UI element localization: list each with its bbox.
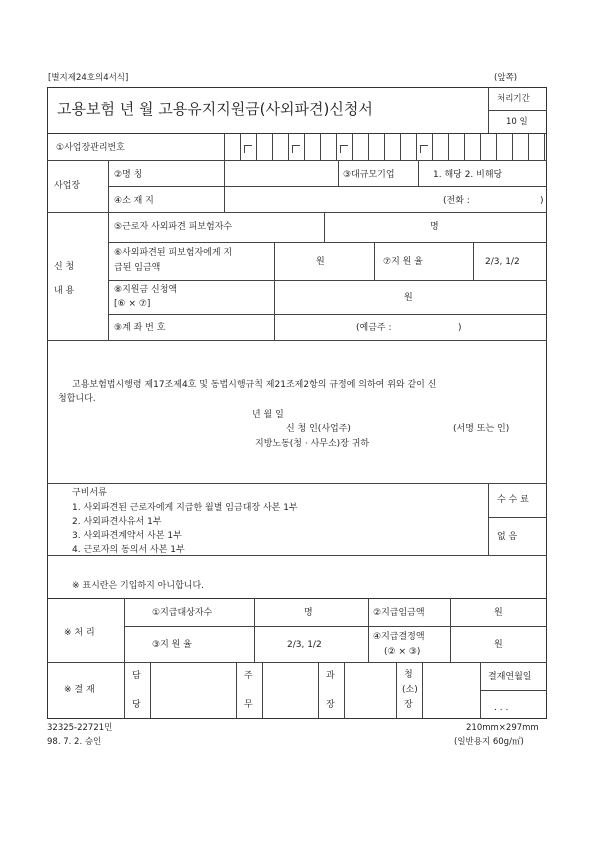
business-section-label: 사업장 xyxy=(54,181,81,191)
rate-value: 2/3, 1/2 xyxy=(485,257,520,267)
digit-box-divider xyxy=(448,133,449,160)
digit-box-divider xyxy=(528,133,529,160)
digit-box-divider xyxy=(336,133,337,160)
payment-wage-unit: 원 xyxy=(494,608,503,618)
document-item: 2. 사외파견사유서 1부 xyxy=(72,517,162,527)
digit-box-divider xyxy=(368,133,369,160)
documents-title: 구비서류 xyxy=(72,488,107,498)
declaration-date: 년 월 일 xyxy=(252,410,284,420)
form-title: 고용보험 년 월 고용유지지원금(사외파견)신청서 xyxy=(57,100,373,118)
document-item: 1. 사외파견된 근로자에게 지급한 월별 임금대장 사본 1부 xyxy=(72,503,298,513)
subsidy-unit: 원 xyxy=(404,293,413,303)
large-company-label: ③대규모기업 xyxy=(343,170,395,180)
fee-label: 수 수 료 xyxy=(497,495,529,505)
digit-box-divider xyxy=(256,133,257,160)
digit-corner-mark xyxy=(292,145,300,153)
approval-col2-top: 주 xyxy=(244,671,253,681)
subsidy-label-1: ⑧지원금 신청액 xyxy=(114,285,178,295)
support-rate-label: ③지 원 율 xyxy=(152,640,192,650)
digit-box-divider xyxy=(480,133,481,160)
fee-value: 없 음 xyxy=(497,532,518,542)
form-code: 32325-22721민 xyxy=(47,723,113,733)
page-side: (앞쪽) xyxy=(494,73,518,83)
decision-amount-unit: 원 xyxy=(494,640,503,650)
business-address-label: ④소 재 지 xyxy=(114,196,154,206)
digit-box-divider xyxy=(240,133,241,160)
decision-amount-label-1: ④지급결정액 xyxy=(373,632,425,642)
processing-period-label: 처리기간 xyxy=(497,94,530,104)
paper-type: (일반용지 60g/㎡) xyxy=(454,737,524,747)
depositor-label: (예금주 : xyxy=(356,323,392,333)
signature-label: (서명 또는 인) xyxy=(453,424,510,434)
digit-box-divider xyxy=(400,133,401,160)
approval-col3-top: 과 xyxy=(326,671,335,681)
digit-box-divider xyxy=(496,133,497,160)
business-name-field[interactable] xyxy=(226,162,336,184)
digit-corner-mark xyxy=(340,145,348,153)
form-number: [별지제24호의4서식] xyxy=(48,73,129,83)
digit-box-divider xyxy=(320,133,321,160)
digit-box-divider xyxy=(464,133,465,160)
document-item: 3. 사외파견계약서 사본 1부 xyxy=(72,531,182,541)
processing-period-value: 10 일 xyxy=(506,117,528,127)
recipient-label: 지방노동(청 · 사무소)장 귀하 xyxy=(255,439,370,449)
digit-box-divider xyxy=(512,133,513,160)
digit-box-divider xyxy=(384,133,385,160)
account-number-field[interactable] xyxy=(276,316,350,338)
approval-date-value: . . . xyxy=(494,703,509,713)
phone-label: (전화 : xyxy=(443,196,470,206)
approval-col3-bottom: 장 xyxy=(326,700,335,710)
payment-target-label: ①지급대상자수 xyxy=(152,608,213,618)
declaration-text-1: 고용보험법시행령 제17조제4호 및 동법시행규칙 제21조제2항의 규정에 의하여 위와 같이 신 xyxy=(72,380,437,390)
approval-col4-mid: (소) xyxy=(402,685,418,695)
mgmt-no-label: ①사업장관리번호 xyxy=(56,143,125,153)
digit-box-divider xyxy=(304,133,305,160)
notice-text: ※ 표시란은 기입하지 아니합니다. xyxy=(72,581,205,591)
approval-col4-bottom: 장 xyxy=(404,700,413,710)
worker-count-label: ⑤근로자 사외파견 피보험자수 xyxy=(114,222,233,232)
approval-date-note: 98. 7. 2. 승인 xyxy=(47,737,102,747)
digit-box-divider xyxy=(544,133,545,160)
digit-corner-mark xyxy=(420,145,428,153)
approval-col1-top: 담 xyxy=(132,671,141,681)
digit-box-divider xyxy=(272,133,273,160)
business-name-label: ②명 칭 xyxy=(114,170,143,180)
wage-unit: 원 xyxy=(316,257,325,267)
payment-wage-label: ②지급임금액 xyxy=(373,608,425,618)
decision-amount-label-2: (② × ③) xyxy=(384,647,421,657)
support-rate-value: 2/3, 1/2 xyxy=(287,640,322,650)
document-item: 4. 근로자의 동의서 사본 1부 xyxy=(72,545,185,555)
payment-target-unit: 명 xyxy=(304,608,313,618)
worker-count-unit: 명 xyxy=(430,222,439,232)
applicant-label: 신 청 인(사업주) xyxy=(286,424,351,434)
wage-label-2: 급된 임금액 xyxy=(114,263,161,273)
approval-col2-bottom: 무 xyxy=(244,700,253,710)
digit-box-divider xyxy=(352,133,353,160)
wage-label-1: ⑥사외파견된 피보험자에게 지 xyxy=(114,248,233,258)
processing-label: ※ 처 리 xyxy=(64,628,95,638)
digit-corner-mark xyxy=(244,145,252,153)
phone-close: ) xyxy=(540,196,544,206)
approval-date-label: 결재연월일 xyxy=(488,672,532,682)
subsidy-label-2: [⑥ × ⑦] xyxy=(114,299,151,309)
large-company-options[interactable]: 1. 해당 2. 비해당 xyxy=(433,170,503,180)
digit-box-divider xyxy=(416,133,417,160)
account-label: ⑨계 좌 번 호 xyxy=(114,323,166,333)
approval-col4-top: 청 xyxy=(404,670,413,680)
approval-label: ※ 결 재 xyxy=(64,685,95,695)
digit-box-divider xyxy=(432,133,433,160)
declaration-text-2: 청합니다. xyxy=(58,394,96,404)
approval-col1-bottom: 당 xyxy=(132,700,141,710)
rate-label: ⑦지 원 율 xyxy=(383,257,423,267)
application-section-label-1: 신 청 xyxy=(54,262,75,272)
business-address-field[interactable] xyxy=(226,188,436,210)
depositor-close: ) xyxy=(458,323,462,333)
application-section-label-2: 내 용 xyxy=(54,286,75,296)
digit-box-divider xyxy=(288,133,289,160)
paper-size: 210mm×297mm xyxy=(466,723,539,733)
